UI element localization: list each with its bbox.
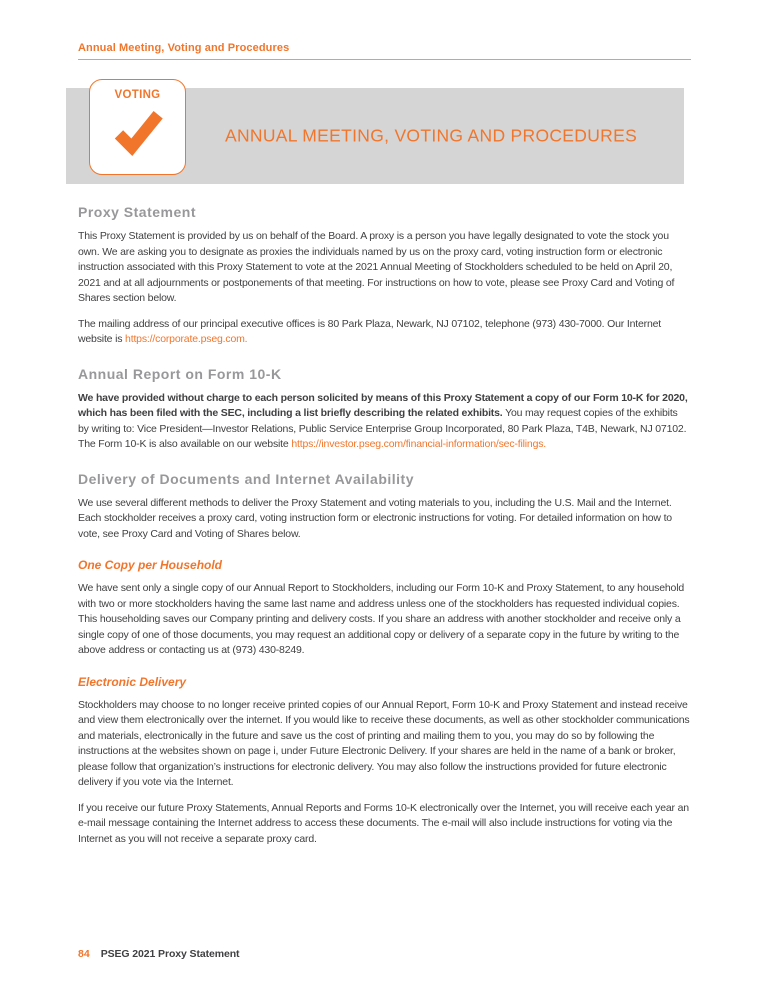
page-footer bbox=[78, 948, 239, 960]
paragraph-bold-lead: We have provided without charge to each person solicited by means of this Proxy Statement a copy of our Form 10-K for 2020, which has been filed with the SEC, including a list briefly describing the related exhibits. bbox=[78, 391, 688, 419]
page-number: 84 bbox=[78, 948, 90, 960]
corporate-website-link[interactable]: https://corporate.pseg.com. bbox=[125, 333, 248, 345]
paragraph-text: You may request copies of the exhibits by writing to: Vice President—Investor Relations, Public Service Enterprise Group Incorporated, 80 Park Plaza, T4B, Newark, NJ 07102. The Form 10-K is also available on our website bbox=[78, 407, 687, 450]
paragraph bbox=[78, 317, 691, 348]
heading-annual-report: Annual Report on Form 10-K bbox=[78, 365, 282, 382]
section-banner bbox=[66, 88, 684, 184]
sec-filings-link[interactable]: https://investor.pseg.com/financial-information/sec-filings. bbox=[291, 438, 547, 450]
paragraph: We have sent only a single copy of our Annual Report to Stockholders, including our Form 10-K and Proxy Statement, to any household with two or more stockholders having the same last name and address unless one of the stockholders has requested individual copies. This householding saves our Company printing and delivery costs. If you share an address with another stockholder and receive only a single copy of one of those documents, you may request an additional copy or delivery of a separate copy in the future by writing to the above address or contacting us at (973) 430-8249. bbox=[78, 582, 685, 656]
footer-label: PSEG 2021 Proxy Statement bbox=[100, 948, 240, 960]
paragraph: We use several different methods to deliver the Proxy Statement and voting materials to you, including the U.S. Mail and the Internet. Each stockholder receives a proxy card, voting instruction form or electronic instructions for voting. For detailed information on how to vote, see Proxy Card and Voting of Shares below. bbox=[78, 496, 672, 540]
voting-badge bbox=[89, 79, 186, 175]
paragraph-text: The mailing address of our principal executive offices is 80 Park Plaza, Newark, NJ 07102, telephone (973) 430-7000. Our Internet website is bbox=[78, 317, 662, 345]
subheading-one-copy: One Copy per Household bbox=[78, 558, 223, 572]
heading-proxy-statement: Proxy Statement bbox=[78, 204, 196, 220]
voting-badge-label: VOTING bbox=[114, 89, 161, 101]
paragraph bbox=[78, 391, 691, 453]
heading-delivery: Delivery of Documents and Internet Availability bbox=[78, 470, 414, 487]
checkmark-icon bbox=[109, 103, 167, 159]
paragraph: This Proxy Statement is provided by us on behalf of the Board. A proxy is a person you have legally designated to vote the stock you own. We are asking you to designate as proxies the individuals named by us on the proxy card, voting instruction form or electronic instruction associated with this Proxy Statement to vote at the 2021 Annual Meeting of Stockholders scheduled to be held on April 20, 2021 and at all adjournments or postponements of that meeting. For instructions on how to vote, please see Proxy Card and Voting of Shares section below. bbox=[78, 230, 675, 304]
banner-title: ANNUAL MEETING, VOTING AND PROCEDURES bbox=[225, 125, 638, 146]
subheading-electronic-delivery: Electronic Delivery bbox=[78, 674, 187, 689]
running-header bbox=[78, 42, 691, 60]
paragraph: Stockholders may choose to no longer receive printed copies of our Annual Report, Form 10-K and Proxy Statement and instead receive and view them electronically over the internet. If you would like to receive these documents, as well as other stockholder communications and materials, electronically in the future and save us the cost of printing and mailing them to you, you may do so by following the instructions at the websites shown on page i, under Future Electronic Delivery. If your shares are held in the name of a bank or broker, please follow that organization’s instructions for electronic delivery. You may also follow the instructions provided for future electronic delivery if you vote via the Internet. bbox=[78, 698, 690, 788]
document-body bbox=[78, 204, 691, 847]
paragraph: If you receive our future Proxy Statements, Annual Reports and Forms 10-K electronically over the Internet, you will receive each year an e-mail message containing the Internet address to access these documents. The e-mail will also include instructions for voting via the Internet as you will not receive a separate proxy card. bbox=[78, 801, 689, 845]
breadcrumb: Annual Meeting, Voting and Procedures bbox=[78, 42, 290, 54]
